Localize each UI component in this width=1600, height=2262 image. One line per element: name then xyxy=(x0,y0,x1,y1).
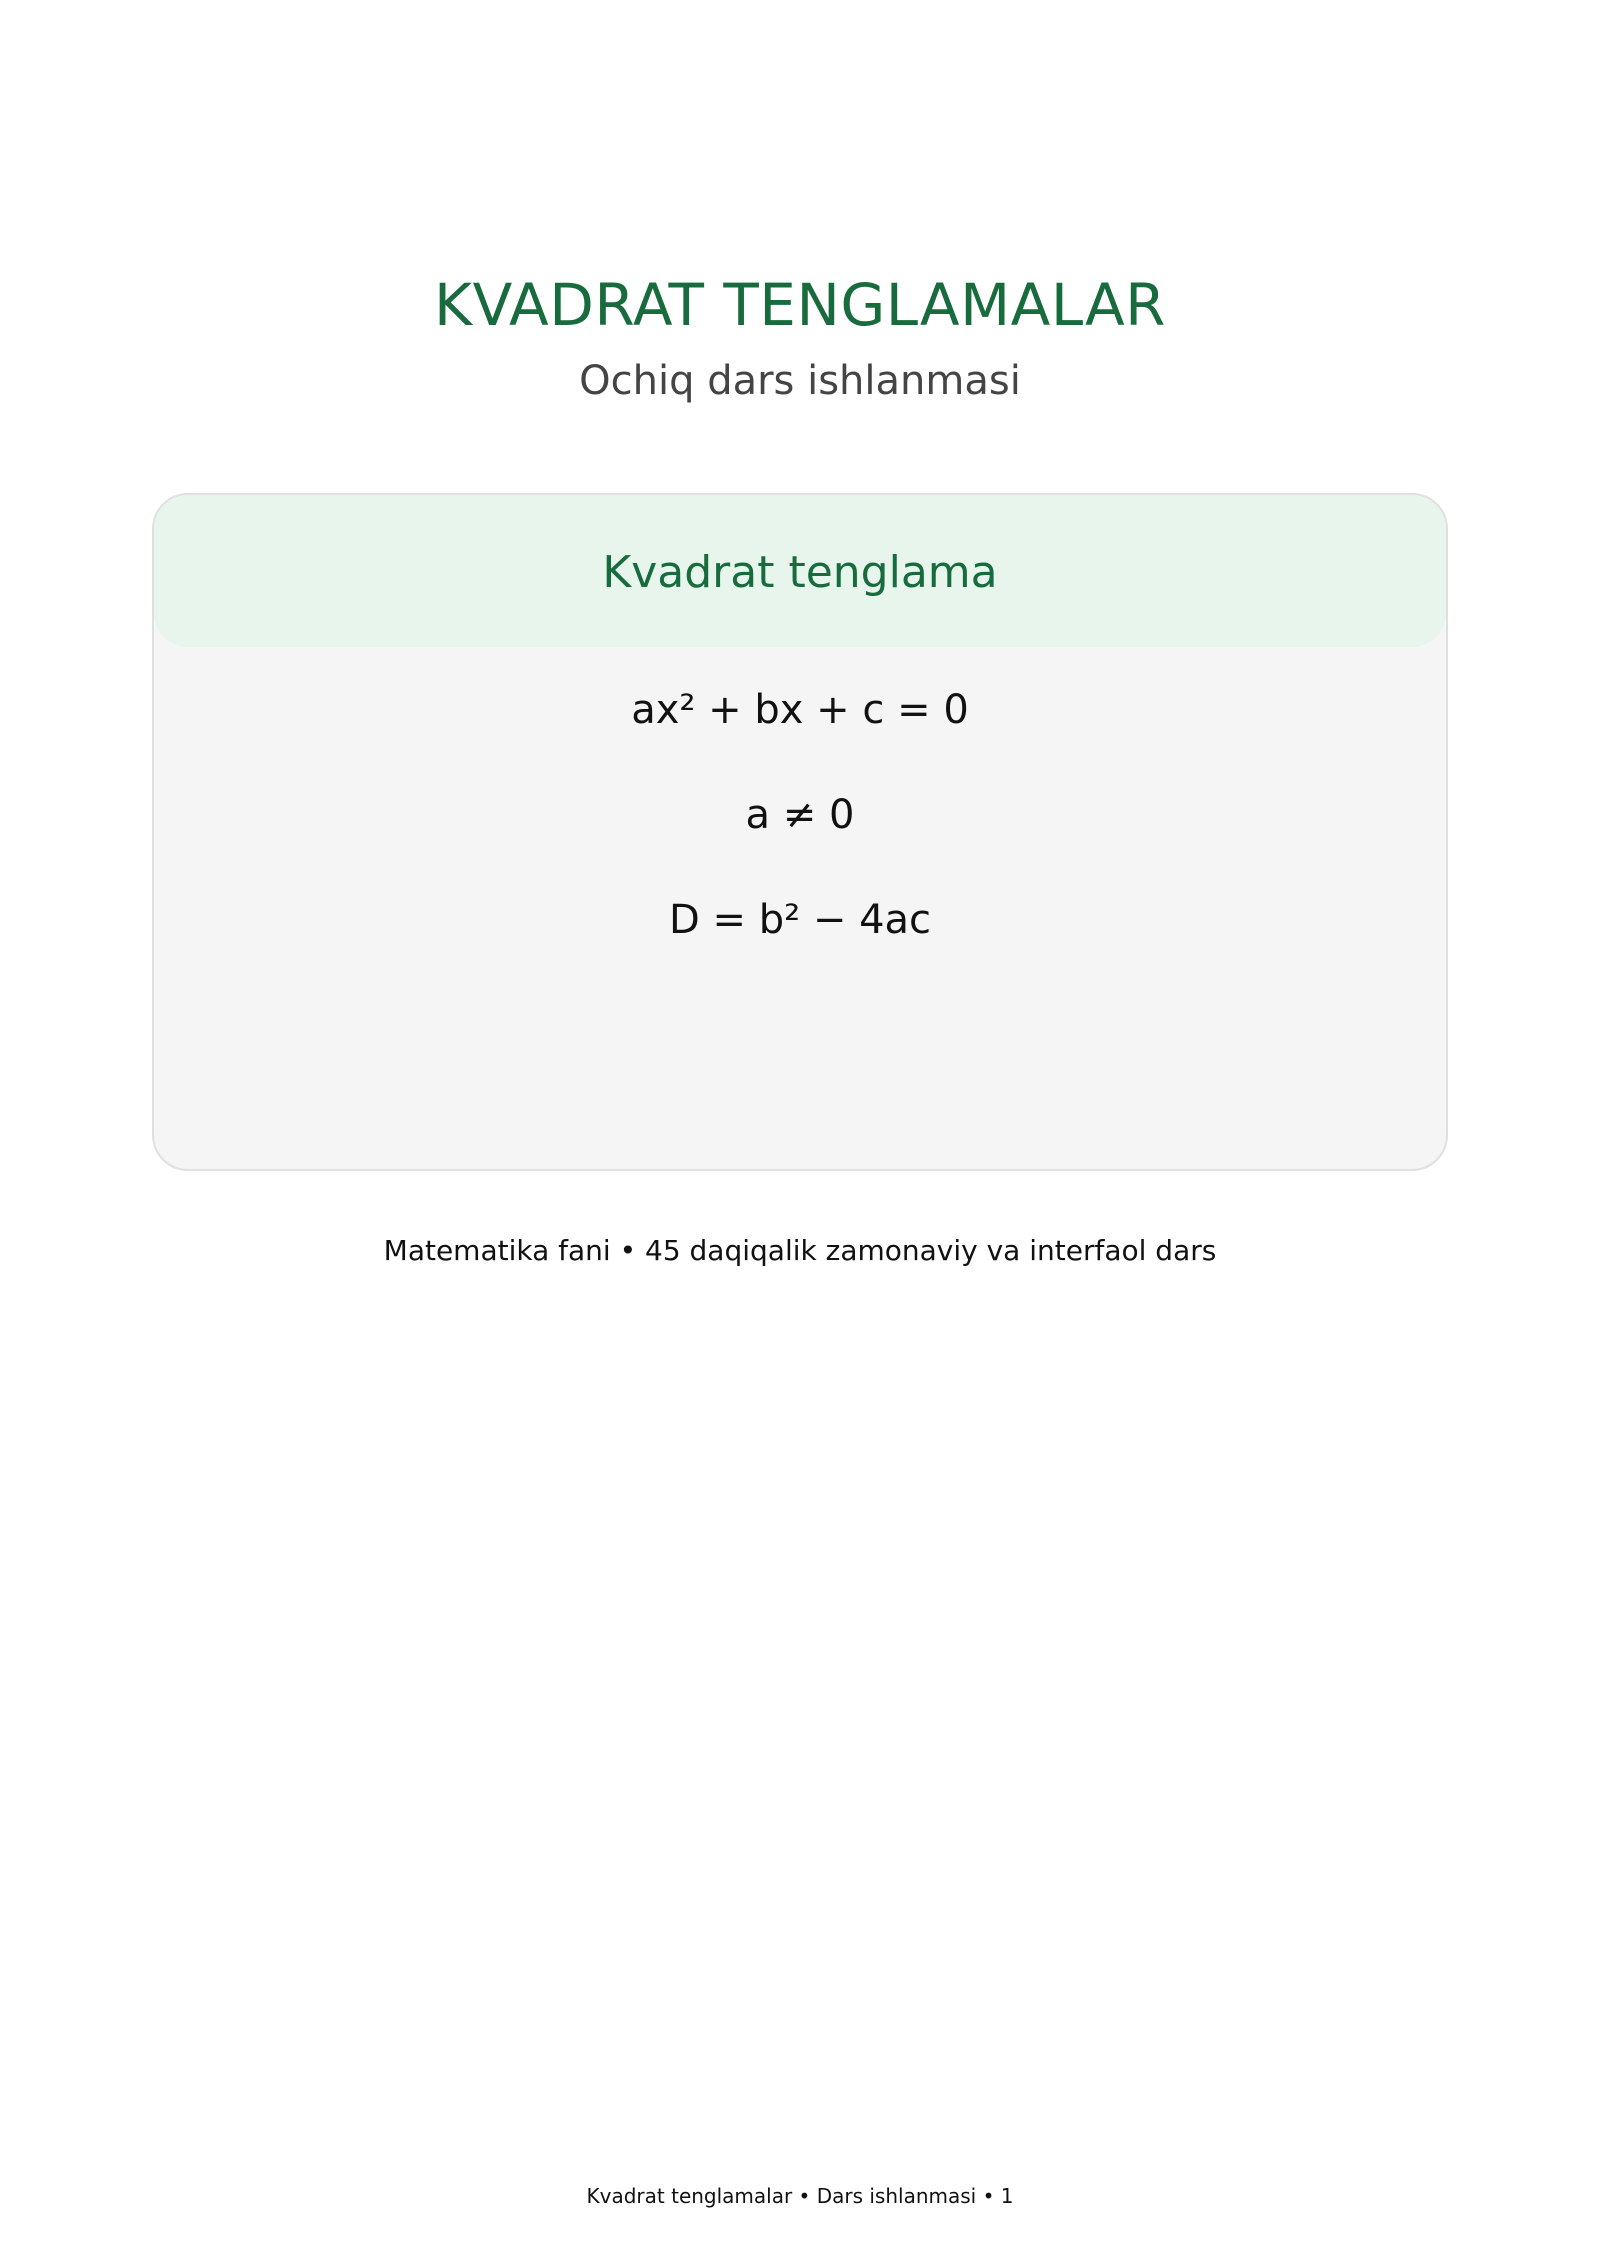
formula-card xyxy=(152,493,1448,1171)
formula-discriminant: D = b² − 4ac xyxy=(668,897,932,943)
page-title: KVADRAT TENGLAMALAR xyxy=(434,271,1166,339)
lesson-caption: Matematika fani • 45 daqiqalik zamonaviy va interfaol dars xyxy=(383,1234,1217,1267)
formula-a-not-zero: a ≠ 0 xyxy=(745,792,855,838)
page-footer: Kvadrat tenglamalar • Dars ishlanmasi • 1 xyxy=(586,2184,1014,2208)
formula-quadratic-equation: ax² + bx + c = 0 xyxy=(631,687,969,733)
card-title: Kvadrat tenglama xyxy=(602,547,998,598)
page-subtitle: Ochiq dars ishlanmasi xyxy=(579,358,1021,404)
card-header xyxy=(154,495,1446,647)
